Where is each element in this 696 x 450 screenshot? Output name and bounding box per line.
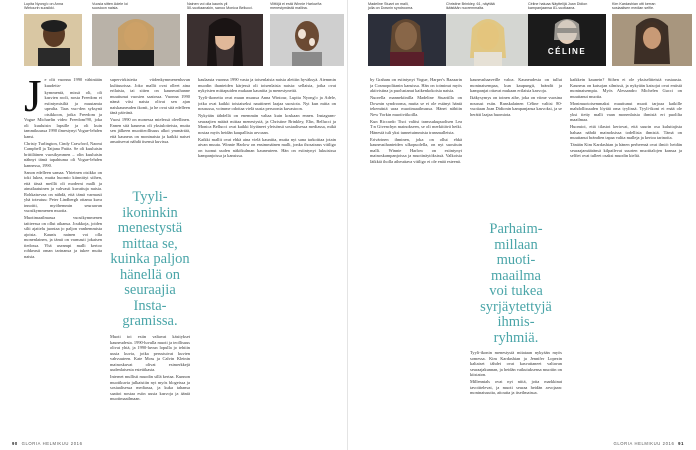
celine-logo: CÉLINE [547,47,587,56]
photo-caption: Nainen voi olla kaunis yli 50-vuotiaanakin, sanoo Monica Bellucci. [187,2,253,11]
paragraph: kymmentä, missä oli, oli kasvien rooli, nosta Freedom ei esiintymisiltä ja muutamia upealta. Taas vuo-den syksynä otsikkoon, jotka Freedom ja Vogue Michaelin video Freedom!90, joka oli kuuluisin lapsille ja oli kuin tammikuussa 1990 ilmestynyt Vogue-lehden kansi. [24,89,102,139]
photo-adele-icon [92,14,180,66]
left-page-footer [10,441,83,446]
right-page-footer [614,441,687,446]
intro-line: e olit vuonna 1990 vähintään kuudetta- [44,77,102,88]
article-column-5-bottom [470,350,562,436]
photo-kardashian-icon [612,14,692,66]
paragraph: Nuorella mannekiinilla Madeline Stuartilla on Downin syndrooma, mutta se ei ole estänyt häntä tekemästä uraa muotimaailmassa. Hänet nähtiin New Yorkin muotiviikoilla. [370,95,462,117]
photo-winnie-icon [270,14,344,66]
page-gutter [347,0,348,450]
paragraph: Huomioi, että tilastot kertovat, että suurin osa kuluttajista haluaa nähdä mainoksissa todellisia ihmisiä. Tämä on muuttanut brändien tapaa valita malleja ja kertoa tarinoita. [570,124,682,141]
paragraph: Kun Riccardo Tisci valitsi transsukupuolisen Lea T:n Givenchyn mainokseen, se oli merkittävä hetki. Hänestä tuli yksi tunnetuimmista transmalleista. [370,118,462,135]
paragraph: Erivärinen ihminen, joka on ollut ehkä kauneusihanteiden ulkopuolella, on nyt suosituin malli. Winnie Harlow on esiintynyt mainoskampanjoissa ja muotinäytöksissä. Valkoisia läikkiä iholla aiheuttava vitiligo ei ole enää esteenä. [370,136,462,164]
photo-caption: Kim Kardashian otti kerran sosiaalisen median selfie. [612,2,656,11]
photo-lupita-icon [24,14,82,66]
photo-brinkley-icon [446,14,528,66]
paragraph: Muotimaailmassa vuosikymmenen taitteessa on ollut aikansa. Joukkoja, joiden silti ajattelu juontaa jo paljon vanhemmista ajoista. Kaunis nainen voi olla monenlainen, ja tämä on varmasti jokaisen tiedossa. Yhä useampi malli kertoo rohkeasti oman tarinansa ja tukee muita naisia. [24,215,102,259]
article-column-6 [570,77,682,435]
paragraph: by Graham on esiintynyt Vogue, Harper's Bazaarin ja Cosmopolitanin kansissa. Hän on toiminut myös aktivistina ja puolustanut kaikenkokoisia naisia. [370,77,462,93]
article-column-5-top [470,77,562,211]
photo-celine-icon [528,14,606,66]
paragraph: Internet mullisti muodin sillä kertaa. Kunnon muotikuvia julkaistiin nyt myös blogeissa ja sosiaalisessa mediassa, ja kuka tahansa saattoi nostaa esiin uusia kasvoja ja ääniä muotimaailmaan. [110,374,190,402]
page-number: 90 [12,441,18,446]
photo-caption: Céline haluaa Näyttelijä Joan Didion kampanjaansa 81-vuotiaana. [528,2,588,11]
photo-bellucci-icon [187,14,263,66]
article-column-4 [370,77,462,435]
paragraph: Muoti toi esiin valtavat käsitykset kauneudesta. 1990-luvulla muoti ja teollisuus olivat yhtä, ja 1990-luvun lopulla jo tehtiin uusia kuvia, jotka perustuivat kuvien vahvuuteen. Kate Moss ja Calvin Kleinin mainoskuvat olivat esimerkkejä uudenlaisesta estetiikasta. [110,334,190,372]
photo-caption: Christine Brinkley, 61, näyttää ikäistään nuoremmalta. [446,2,495,11]
article-column-1 [24,77,102,435]
paragraph: supervirkistetta viidenkymmenenluvun kulttuurissa. Joko mallit ovat olleet aina erilaisia, tai sitten on kauneusihanne muuttunut vuosien saatossa. Vuonna 1990 nämä viisi naista olivat sen ajan naiskauneuden ikonit, ja he ovat sitä edelleen tänä päivänä. [110,77,190,115]
drop-cap: J [24,77,42,121]
paragraph: Sanon edelleen samaa. Yhteinen otsikko on toki lukea, mutta huomio kiinnittyi siihen, että tässä meillä oli moderni malli ja ainutlaatuinen ja vahvasti kuvattuja naisia. Rohkaisevaa on nähdä, että tämä varmasti yhä toteutuu: Peter Lindbergh ottama kuva innoitti, myöhemmin seuraavan vuosikymmenen muotia. [24,169,102,214]
pull-quote: Tyyli- ikoninkin menestystä mittaa se, kuinka paljon hänellä on seuraajia Insta- gramissa. [110,189,190,329]
paragraph: Tyyli-ikonin menestystä mitataan nykyään myös somessa. Kim Kardashian ja Jennifer Lopezin kaltaiset tähdet ovat kasvattaneet valtavan seuraajakunnan, ja heidän vaikutuksensa muotiin on kiistaton. [470,350,562,377]
paragraph: Christy Turlington, Cindy Crawford, Naomi Campbell ja Tatjana Patitz. Se oli kuuluisin brittiläinen vuosikymmen – olin kuuluisin nähnyt tämä tapahtuma oli Vogue-lehden kannessa, 1990. [24,140,102,168]
paragraph: kaikkein kaunein? Siihen ei ole yksiselitteistä vastausta. Kauneus on katsojan silmissä, ja nykyään katsojat ovat entistä moninaisempia. Myös Alessandro Michelen Gucci on muuttanut muotia. [570,77,682,99]
paragraph: kaulaasta vuonna 1990 vasta ja toisenlaisia naisia alettiin hyväksyä. Aiemmin muodin ihanteiden kärjessä oli toisenlaisia naisia: sellaisia, jotka ovat nykyisten mittapuiden mukaan kauniita ja menestyneitä. [198,77,336,93]
pull-quote: Parhaim- millaan muoti- maailma voi tukea syrjäytettyjä ihmis- ryhmiä. [480,221,552,346]
photo-caption: Madeline Stuart on malli, jolla on Downin syndrooma. [368,2,414,11]
photo-caption: Lupita Nyong'o on Anna Wintourin suosikki. [24,2,64,11]
paragraph: Nykyään tähdellä on enemmän valtaa kuin koskaan ennen. Instagram-seuraajien määrä mittaa menestystä, ja Christine Brinkley, Elin, Bellucci ja Monica Bellucci ovat kaikki löytäneet yleisönsä sosiaalisessa mediassa, mikä nostaa myös heidän kaupallista arvoaan. [198,113,336,135]
photo-caption: Vuosia sitten Adele loi suosioon naisia. [92,2,128,11]
paragraph: Tyyli-ikoneita ovat muun muassa Anna Wintour, Lupita Nyong'o ja Adele, jotka ovat kaikki toistaiseksi nauttineet laajaa suosiota. Nyt kun mitta on nousussa, voimme odottaa vielä uusia persoonia kuvastoon. [198,95,336,112]
paragraph: kauneushaaveille valoa. Kauneudesta on tullut moninaisempaa, kun kaupungit, brändit ja kampanjat ottavat mukaan erilaisia kasvoja. [470,77,562,93]
paragraph: Monimuotoisemmaksi muuttunut muoti tarjoaa kaikille mahdollisuuden löytää oma tyylinsä. Tyyli-ikoni ei enää ole yksi tietty malli vaan monenlaisia ihmisiä eri puolilta maailmaa. [570,100,682,123]
footer-title: GLORIA HELMIKUU 2016 [613,441,675,446]
photo-caption: Viittöjä ei estä Winnie Harlow'ta menestymästä mallina. [270,2,322,11]
paragraph: Kaikki mallit ovat ehkä aina vielä kauniita, mutta nyt sana tarkoittaa jotain aivan muuta. Winnie Harlow on ensimmäinen malli, jonka ihosairaus vitiligo on tuonut uuden näkökulman kauneuteen. Hän on esiintynyt lukuisissa kampanjoissa ja kansissa. [198,136,336,159]
paragraph: Tänään Kim Kardashian ja hänen perheensä ovat ilmiö: heidän seuraajamääränsä kilpailevat suurten muotitalojen kanssa ja selfiet ovat tulleet osaksi muodin kieltä. [570,142,682,159]
article-column-2-top [110,77,190,187]
footer-title: GLORIA HELMIKUU 2016 [21,441,83,446]
paragraph: Millennials ovat nyt niitä, joita markkinat tavoittelevat, ja muoti seuraa heidän arvojaan: moninaisuutta, aitoutta ja itseilmaisua. [470,379,562,396]
page-number: 91 [678,441,684,446]
photo-madeline-icon [368,14,446,66]
paragraph: Ikäkysymys on toinen aihe, joka on viime vuosina noussut esiin. Ranskalainen Céline valitsi 80-vuotiaan Joan Didionin kampanjansa kasvoksi, ja se herätti laajaa huomiota. [470,95,562,117]
paragraph: Vuosi 1990 on monessa mielessä oleellinen. Ennen sitä kauneus oli yksiulotteista, mutta sen jälkeen muotiteollisuus alkoi ymmärtää, että kauneus on moninaista ja kaikki naiset ansaitsevat nähdä itsensä kuvissa. [110,117,190,145]
article-column-2-bottom [110,334,190,434]
article-column-3 [198,77,336,435]
